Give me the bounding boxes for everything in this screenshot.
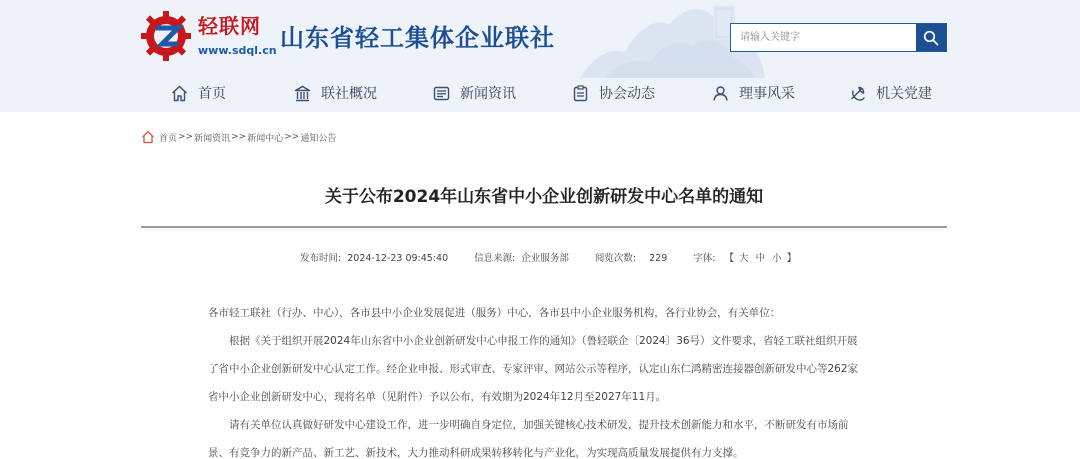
font-size-label: 字体: — [693, 253, 716, 264]
breadcrumb — [141, 129, 336, 145]
breadcrumb-separator: >> — [178, 132, 194, 142]
font-size-bracket-close: 】 — [786, 253, 797, 264]
home-icon — [170, 84, 188, 102]
publish-time-label: 发布时间: — [300, 253, 342, 264]
font-size-small-button[interactable]: 小 — [772, 253, 782, 264]
nav-item-about[interactable] — [293, 78, 432, 108]
nav-label: 联社概况 — [321, 86, 377, 102]
publish-time — [300, 250, 448, 264]
main-nav — [160, 78, 948, 108]
article-paragraph: 根据《关于组织开展2024年山东省中小企业创新研发中心申报工作的通知》（鲁轻联企〔2024〕36号）文件要求，省轻工联社组织开展 — [229, 335, 858, 347]
search-button[interactable] — [916, 24, 946, 51]
title-divider — [141, 226, 947, 228]
logo-gear-icon — [140, 10, 196, 62]
org-title: 山东省轻工集体企业联社 — [280, 24, 555, 52]
nav-label: 理事风采 — [739, 86, 795, 102]
nav-item-news[interactable] — [432, 78, 571, 108]
party-emblem-icon — [848, 84, 866, 102]
font-size-bracket-open: 【 — [724, 253, 735, 264]
font-size-large-button[interactable]: 大 — [739, 253, 749, 264]
article-paragraph: 了省中小企业创新研发中心认定工作。经企业申报、形式审查、专家评审、网站公示等程序，认定山东仁鸿精密连接器创新研发中心等262家 — [208, 363, 859, 375]
nav-item-association[interactable] — [571, 78, 711, 108]
font-size-medium-button[interactable]: 中 — [755, 253, 766, 264]
view-count-label: 阅览次数: — [594, 253, 637, 264]
info-source-value: 企业服务部 — [521, 253, 569, 264]
search-icon — [923, 30, 939, 46]
newspaper-icon — [432, 84, 450, 102]
search-box — [730, 23, 947, 52]
logo-url: www.sdql.cn — [198, 44, 277, 57]
publish-time-value: 2024-12-23 09:45:40 — [347, 253, 449, 264]
info-source-label: 信息来源: — [474, 253, 516, 264]
breadcrumb-item[interactable]: 首页 — [159, 133, 178, 144]
nav-label: 新闻资讯 — [460, 86, 516, 102]
building-icon — [293, 84, 311, 102]
nav-label: 协会动态 — [599, 86, 655, 102]
nav-label: 机关党建 — [876, 86, 932, 102]
view-count-value: 229 — [649, 253, 668, 264]
breadcrumb-item[interactable]: 新闻中心 — [247, 133, 284, 144]
search-input[interactable] — [731, 24, 917, 51]
breadcrumb-separator: >> — [284, 132, 300, 142]
breadcrumb-separator: >> — [231, 132, 247, 142]
site-logo[interactable] — [140, 8, 277, 62]
nav-item-party[interactable] — [848, 78, 948, 108]
nav-label: 首页 — [198, 86, 226, 102]
user-icon — [711, 84, 729, 102]
breadcrumb-item[interactable]: 新闻资讯 — [194, 133, 231, 144]
article-paragraph: 请有关单位认真做好研发中心建设工作，进一步明确自身定位，加强关键核心技术研发，提升技术创新能力和水平，不断研发有市场前 — [229, 419, 849, 431]
breadcrumb-item[interactable]: 通知公告 — [300, 133, 337, 144]
article-meta — [300, 250, 796, 264]
clipboard-icon — [571, 84, 589, 102]
home-icon — [141, 130, 155, 144]
article-paragraph: 省中小企业创新研发中心，现将名单（见附件）予以公布，有效期为2024年12月至2027年11月。 — [208, 391, 667, 403]
logo-name: 轻联网 — [198, 14, 261, 38]
nav-item-directors[interactable] — [711, 78, 848, 108]
nav-item-home[interactable] — [170, 78, 293, 108]
article-paragraph: 景、有竞争力的新产品、新工艺、新技术，大力推动科研成果转移转化与产业化，为实现高质量发展提供有力支撑。 — [208, 447, 744, 459]
font-size-control — [693, 250, 796, 264]
article-paragraph: 各市轻工联社（行办、中心），各市县中小企业发展促进（服务）中心，各市县中小企业服务机构，各行业协会，有关单位： — [208, 307, 781, 319]
article-title: 关于公布2024年山东省中小企业创新研发中心名单的通知 — [324, 187, 764, 207]
view-count — [595, 250, 667, 264]
info-source — [474, 250, 569, 264]
article-body — [208, 299, 888, 459]
